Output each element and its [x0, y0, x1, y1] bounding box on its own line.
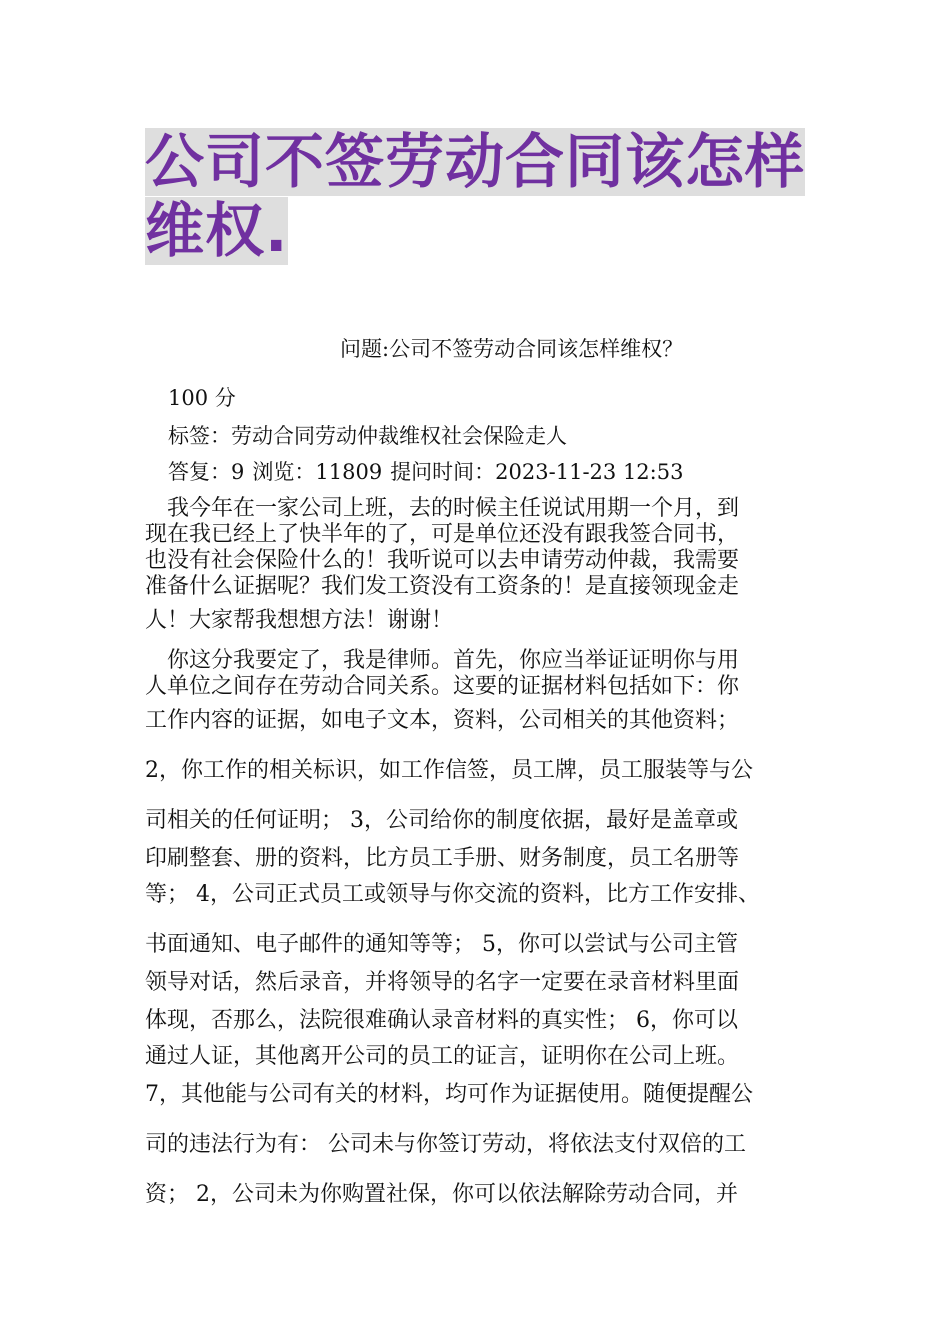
body-line: 也没有社会保险什么的！我听说可以去申请劳动仲裁，我需要	[145, 548, 740, 573]
body-line: 司的违法行为有： 公司未与你签订劳动，将依法支付双倍的工	[145, 1132, 746, 1157]
score-text: 100 分	[168, 386, 236, 410]
body-line: 人单位之间存在劳动合同关系。这要的证据材料包括如下：你	[145, 674, 740, 699]
body-line: 司相关的任何证明； 3，公司给你的制度依据，最好是盖章或	[145, 808, 738, 833]
ask-time: 提问时间：2023-11-23 12:53	[390, 460, 684, 484]
question-text: 问题:公司不签劳动合同该怎样维权？	[340, 337, 684, 361]
title-line-1: 公司不签劳动合同该怎样	[145, 127, 806, 196]
body-line: 7，其他能与公司有关的材料，均可作为证据使用。随便提醒公	[145, 1082, 753, 1107]
body-line: 2，你工作的相关标识，如工作信签，员工牌，员工服装等与公	[145, 758, 753, 783]
stats-line	[168, 457, 683, 487]
view-count: 浏览：11809	[252, 460, 383, 484]
tags-text: 标签：劳动合同劳动仲裁维权社会保险走人	[168, 424, 567, 448]
body-line: 通过人证，其他离开公司的员工的证言，证明你在公司上班。	[145, 1044, 740, 1069]
body-line: 人！大家帮我想想方法！谢谢！	[145, 608, 454, 633]
body-line: 工作内容的证据，如电子文本，资料，公司相关的其他资料；	[145, 708, 740, 733]
body-line: 体现，否那么，法院很难确认录音材料的真实性； 6，你可以	[145, 1008, 738, 1033]
body-line: 现在我已经上了快半年的了，可是单位还没有跟我签合同书，	[145, 522, 740, 547]
title-line-2: 维权.	[145, 196, 289, 265]
answer-count: 答复：9	[168, 460, 245, 484]
body-line: 领导对话，然后录音，并将领导的名字一定要在录音材料里面	[145, 970, 740, 995]
body-line: 书面通知、电子邮件的通知等等； 5，你可以尝试与公司主管	[145, 932, 738, 957]
body-line: 准备什么证据呢？我们发工资没有工资条的！是直接领现金走	[145, 574, 740, 599]
body-line: 你这分我要定了，我是律师。首先，你应当举证证明你与用	[145, 648, 740, 673]
body-line: 印刷整套、册的资料，比方员工手册、财务制度，员工名册等	[145, 846, 740, 871]
body-line: 资； 2，公司未为你购置社保，你可以依法解除劳动合同，并	[145, 1182, 738, 1207]
body-line: 我今年在一家公司上班，去的时候主任说试用期一个月，到	[145, 496, 740, 521]
body-line: 等； 4，公司正式员工或领导与你交流的资料，比方工作安排、	[145, 882, 760, 907]
